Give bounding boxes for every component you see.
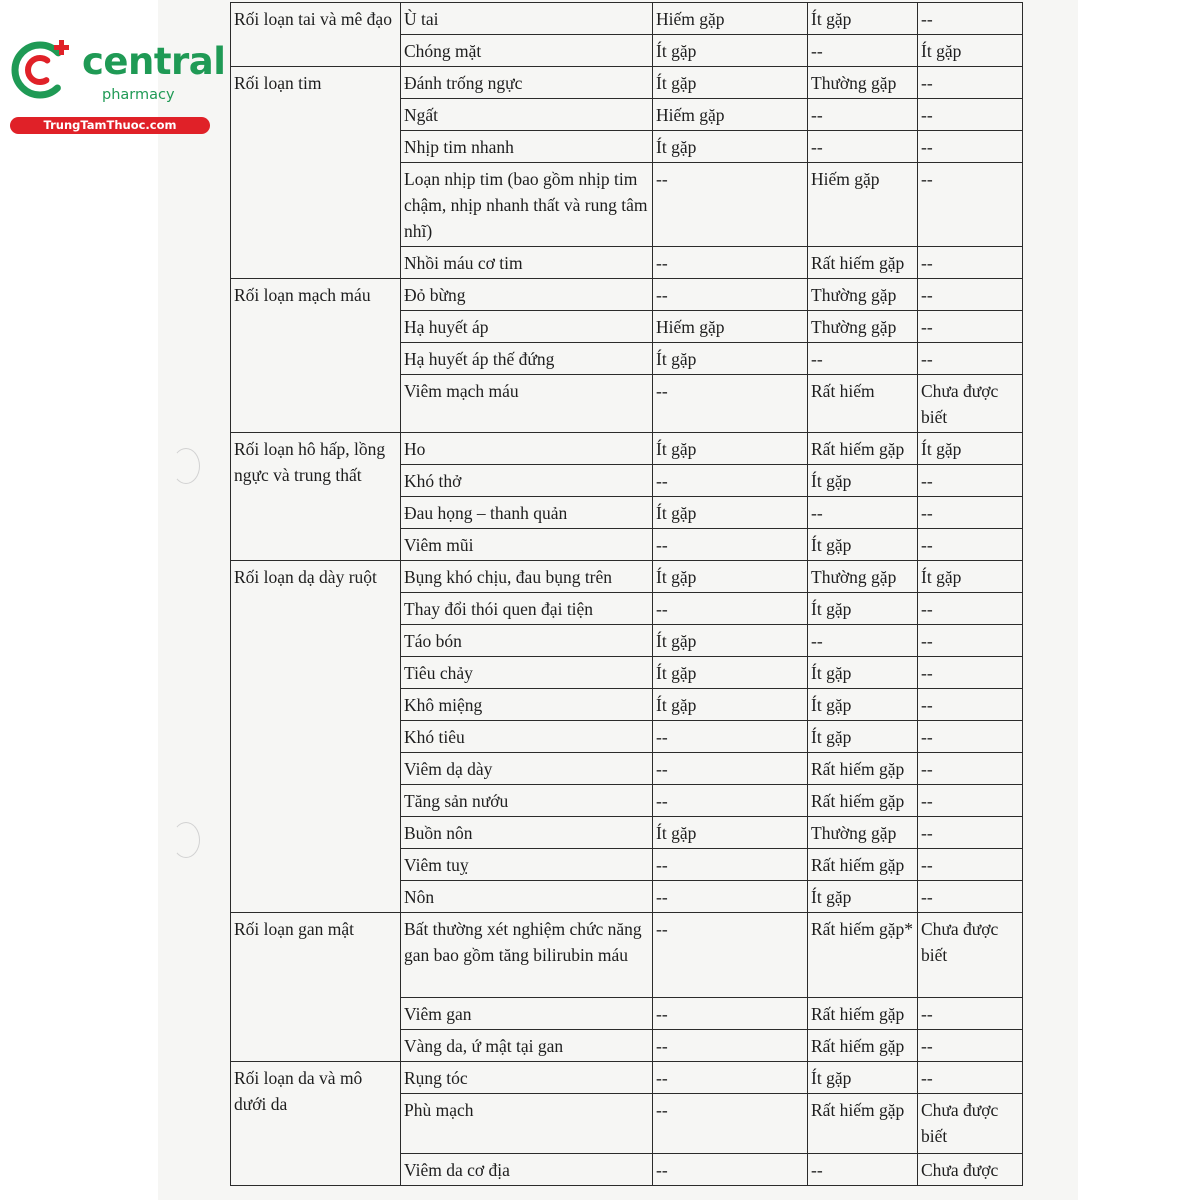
reaction-cell: Đỏ bừng [401, 279, 653, 311]
frequency-cell: Ít gặp [918, 35, 1023, 67]
reaction-cell: Viêm tuỵ [401, 849, 653, 881]
frequency-cell: Hiếm gặp [653, 311, 808, 343]
frequency-cell: Thường gặp [808, 817, 918, 849]
category-cell: Rối loạn gan mật [231, 913, 401, 1062]
category-cell: Rối loạn tim [231, 67, 401, 279]
frequency-cell: Ít gặp [653, 561, 808, 593]
frequency-cell: -- [918, 785, 1023, 817]
reaction-cell: Táo bón [401, 625, 653, 657]
punch-hole-top [172, 448, 200, 484]
frequency-cell: Chưa được biết [918, 375, 1023, 433]
frequency-cell: Thường gặp [808, 279, 918, 311]
brand-name: central [82, 40, 226, 83]
frequency-cell: -- [808, 99, 918, 131]
frequency-cell: -- [918, 753, 1023, 785]
reaction-cell: Buồn nôn [401, 817, 653, 849]
frequency-cell: -- [653, 785, 808, 817]
table-row [231, 279, 1023, 311]
reaction-cell: Viêm da cơ địa [401, 1154, 653, 1186]
frequency-cell: -- [653, 1030, 808, 1062]
adverse-reactions-table [230, 2, 1023, 1186]
frequency-cell: Ít gặp [653, 67, 808, 99]
reaction-cell: Phù mạch [401, 1094, 653, 1154]
reaction-cell: Khô miệng [401, 689, 653, 721]
reaction-cell: Bất thường xét nghiệm chức năng gan bao gồm tăng bilirubin máu [401, 913, 653, 998]
reaction-cell: Rụng tóc [401, 1062, 653, 1094]
frequency-cell: -- [653, 913, 808, 998]
reaction-cell: Ho [401, 433, 653, 465]
reaction-cell: Vàng da, ứ mật tại gan [401, 1030, 653, 1062]
frequency-cell: Ít gặp [808, 689, 918, 721]
frequency-cell: -- [653, 163, 808, 247]
frequency-cell: -- [918, 849, 1023, 881]
brand-website: TrungTamThuoc.com [10, 117, 210, 134]
frequency-cell: -- [653, 721, 808, 753]
reaction-cell: Tăng sản nướu [401, 785, 653, 817]
central-pharmacy-logo [10, 38, 226, 138]
frequency-cell: -- [918, 529, 1023, 561]
frequency-cell: -- [918, 465, 1023, 497]
frequency-cell: -- [808, 131, 918, 163]
frequency-cell: Ít gặp [808, 881, 918, 913]
reaction-cell: Hạ huyết áp thế đứng [401, 343, 653, 375]
frequency-cell: Rất hiếm gặp [808, 998, 918, 1030]
frequency-cell: -- [918, 131, 1023, 163]
frequency-cell: Ít gặp [808, 465, 918, 497]
frequency-cell: Rất hiếm gặp [808, 1094, 918, 1154]
reaction-cell: Viêm gan [401, 998, 653, 1030]
frequency-cell: -- [918, 817, 1023, 849]
table-row [231, 67, 1023, 99]
reaction-cell: Bụng khó chịu, đau bụng trên [401, 561, 653, 593]
frequency-cell: -- [808, 343, 918, 375]
reaction-cell: Nhịp tim nhanh [401, 131, 653, 163]
frequency-cell: Rất hiếm gặp [808, 753, 918, 785]
frequency-cell: -- [918, 99, 1023, 131]
frequency-cell: -- [653, 1094, 808, 1154]
category-cell: Rối loạn tai và mê đạo [231, 3, 401, 67]
frequency-cell: Ít gặp [653, 343, 808, 375]
frequency-cell: Rất hiếm gặp [808, 247, 918, 279]
frequency-cell: Ít gặp [918, 561, 1023, 593]
reaction-cell: Nhồi máu cơ tim [401, 247, 653, 279]
frequency-cell: Ít gặp [653, 433, 808, 465]
frequency-cell: -- [653, 849, 808, 881]
frequency-cell: -- [918, 163, 1023, 247]
frequency-cell: -- [653, 1062, 808, 1094]
frequency-cell: Thường gặp [808, 561, 918, 593]
frequency-cell: Ít gặp [653, 689, 808, 721]
frequency-cell: -- [918, 67, 1023, 99]
table-row [231, 3, 1023, 35]
frequency-cell: -- [918, 593, 1023, 625]
frequency-cell: Ít gặp [808, 3, 918, 35]
frequency-cell: Hiếm gặp [653, 3, 808, 35]
frequency-cell: Ít gặp [808, 721, 918, 753]
table-row [231, 561, 1023, 593]
reaction-cell: Thay đổi thói quen đại tiện [401, 593, 653, 625]
reaction-cell: Nôn [401, 881, 653, 913]
table-row [231, 1062, 1023, 1094]
frequency-cell: -- [653, 279, 808, 311]
table-body [231, 3, 1023, 1186]
frequency-cell: -- [918, 721, 1023, 753]
reaction-cell: Viêm mũi [401, 529, 653, 561]
reaction-cell: Khó thở [401, 465, 653, 497]
frequency-cell: Ít gặp [653, 35, 808, 67]
frequency-cell: Rất hiếm gặp [808, 433, 918, 465]
frequency-cell: Chưa được biết [918, 1094, 1023, 1154]
reaction-cell: Hạ huyết áp [401, 311, 653, 343]
frequency-cell: Thường gặp [808, 67, 918, 99]
frequency-cell: -- [918, 881, 1023, 913]
frequency-cell: Ít gặp [918, 433, 1023, 465]
frequency-cell: -- [918, 3, 1023, 35]
table-row [231, 433, 1023, 465]
frequency-cell: -- [918, 657, 1023, 689]
frequency-cell: Ít gặp [808, 529, 918, 561]
frequency-cell: Ít gặp [808, 593, 918, 625]
frequency-cell: Chưa được [918, 1154, 1023, 1186]
frequency-cell: Ít gặp [653, 817, 808, 849]
frequency-cell: -- [808, 625, 918, 657]
reaction-cell: Khó tiêu [401, 721, 653, 753]
frequency-cell: Ít gặp [653, 625, 808, 657]
frequency-cell: -- [653, 593, 808, 625]
frequency-cell: -- [918, 279, 1023, 311]
pharmacy-logo-icon [10, 38, 74, 102]
frequency-cell: Ít gặp [653, 657, 808, 689]
reaction-cell: Ù tai [401, 3, 653, 35]
brand-tagline: pharmacy [102, 87, 175, 103]
category-cell: Rối loạn hô hấp, lồng ngực và trung thất [231, 433, 401, 561]
punch-hole-bottom [172, 822, 200, 858]
frequency-cell: Ít gặp [653, 131, 808, 163]
frequency-cell: Ít gặp [808, 657, 918, 689]
frequency-cell: Rất hiếm [808, 375, 918, 433]
frequency-cell: -- [653, 375, 808, 433]
table-row [231, 913, 1023, 998]
reaction-cell: Loạn nhịp tim (bao gồm nhịp tim chậm, nhịp nhanh thất và rung tâm nhĩ) [401, 163, 653, 247]
frequency-cell: -- [918, 311, 1023, 343]
frequency-cell: -- [653, 998, 808, 1030]
frequency-cell: -- [918, 247, 1023, 279]
frequency-cell: -- [653, 247, 808, 279]
frequency-cell: Ít gặp [808, 1062, 918, 1094]
frequency-cell: -- [918, 689, 1023, 721]
frequency-cell: Rất hiếm gặp* [808, 913, 918, 998]
frequency-cell: Rất hiếm gặp [808, 785, 918, 817]
frequency-cell: Thường gặp [808, 311, 918, 343]
frequency-cell: Ít gặp [653, 497, 808, 529]
frequency-cell: -- [808, 35, 918, 67]
frequency-cell: -- [808, 497, 918, 529]
frequency-cell: -- [918, 625, 1023, 657]
frequency-cell: Rất hiếm gặp [808, 1030, 918, 1062]
category-cell: Rối loạn dạ dày ruột [231, 561, 401, 913]
reaction-cell: Chóng mặt [401, 35, 653, 67]
frequency-cell: -- [918, 343, 1023, 375]
reaction-cell: Đánh trống ngực [401, 67, 653, 99]
frequency-cell: -- [918, 497, 1023, 529]
frequency-cell: -- [653, 1154, 808, 1186]
frequency-cell: -- [918, 998, 1023, 1030]
category-cell: Rối loạn da và mô dưới da [231, 1062, 401, 1186]
reaction-cell: Viêm mạch máu [401, 375, 653, 433]
category-cell: Rối loạn mạch máu [231, 279, 401, 433]
reaction-cell: Viêm dạ dày [401, 753, 653, 785]
reaction-cell: Tiêu chảy [401, 657, 653, 689]
frequency-cell: -- [808, 1154, 918, 1186]
frequency-cell: Hiếm gặp [653, 99, 808, 131]
frequency-cell: -- [653, 753, 808, 785]
frequency-cell: Chưa được biết [918, 913, 1023, 998]
frequency-cell: -- [653, 465, 808, 497]
frequency-cell: -- [653, 529, 808, 561]
frequency-cell: Rất hiếm gặp [808, 849, 918, 881]
frequency-cell: -- [653, 881, 808, 913]
reaction-cell: Ngất [401, 99, 653, 131]
reaction-cell: Đau họng – thanh quản [401, 497, 653, 529]
frequency-cell: Hiếm gặp [808, 163, 918, 247]
frequency-cell: -- [918, 1062, 1023, 1094]
frequency-cell: -- [918, 1030, 1023, 1062]
